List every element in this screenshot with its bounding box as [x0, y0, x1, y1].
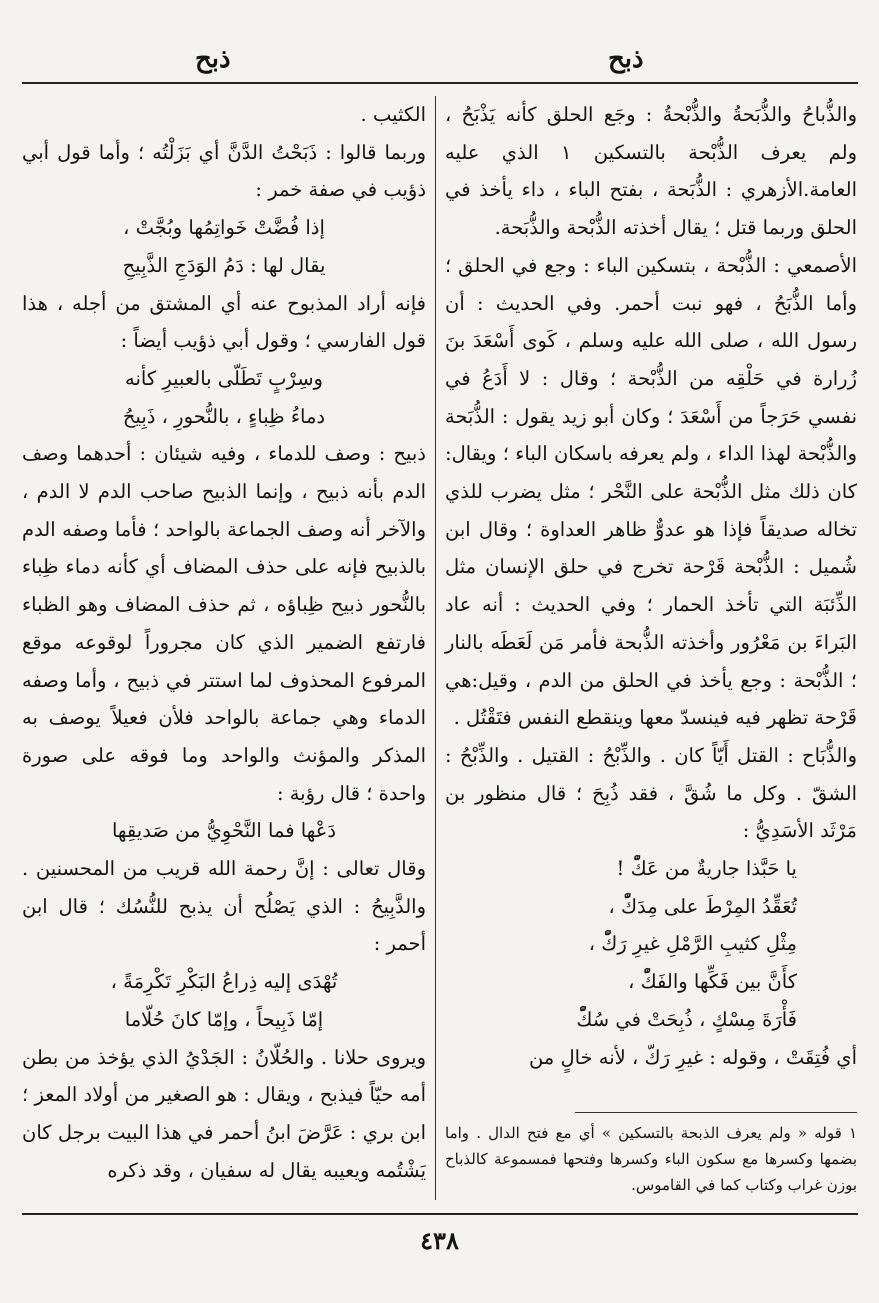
- page-number: ٤٣٨: [420, 1226, 459, 1255]
- footnote-rule: [575, 1112, 857, 1113]
- right-paragraph-3: والذُّبَاح : القتل أَيّاً كان . والذِّبْحُ : القتيل . والذِّبْحُ : الشقّ . وكل ما شُقَّ ، فقد ذُبِحَ ؛ قال منظور بن مَرْثَد الأسَدِيُّ :: [445, 743, 857, 843]
- right-paragraph-2: الأصمعي : الذُّبْحة ، بتسكين الباء : وجع في الحلق ؛ وأما الذُّبَحُ ، فهو نبت أحمر. وفي الحديث : أن رسول الله ، صلى الله عليه وسلم ، كَوى أَسْعَدَ بنَ زُرارة في حَلْقِه من الذُّبْحة ؛ وقال : لا أَدَعُ في نفسي حَرَجاً من أَسْعَدَ ؛ وكان أبو زيد يقول : الذُّبَحة والذُّبْحة لهذا الداء ، ولم يعرفه باسكان الباء ؛ ويقال: كان ذلك مثل الذُّبْحة على النَّحْر ؛ مثل يضرب للذي تخاله صديقاً فإذا هو عدوٌّ ظاهر العداوة ؛ وقال ابن شُميل : الذُّبْحة قَرْحة تخرج في حلق الإنسان مثل الذِّئبَة التي تأخذ الحمار ؛ وفي الحديث : أنه عاد البَراءَ بن مَعْرُور وأخذته الذُّبحة فأمر مَن لَعَطَه بالنار ؛ الذُّبْحة : وجع يأخذ في الحلق من الدم ، وقيل:هي قَرْحة تظهر فيه فينسدّ معها وينقطع النفس فتَقْتُل .: [445, 253, 857, 730]
- right-verse-block: [445, 850, 857, 1039]
- right-paragraph-4: أي فُتِقَتْ ، وقوله : غيرِ رَكّ ، لأنه خالٍ من: [528, 1045, 857, 1069]
- verse-line: إمّا ذَبِيحاً ، وإمّا كانَ حُلّاما: [124, 1007, 324, 1031]
- verse-line: كأَنَّ بين فَكِّها والفَكّْ ،: [628, 970, 797, 994]
- verse-line: يا حَبَّذا جاريةٌ من عَكّْ !: [616, 857, 797, 881]
- verse-line: يقال لها : دَمُ الوَدَجِ الذَّبِيحِ: [122, 253, 326, 277]
- column-divider: [435, 96, 436, 1200]
- verse-line: دماءُ ظِباءٍ ، بالنُّحورِ ، ذَبِيحُ: [122, 404, 326, 428]
- left-paragraph-3: ذبيح : وصف للدماء ، وفيه شيئان : أحدهما وصف الدم بأنه ذبيح ، وإنما الذبيح صاحب الدم لا الدم ، والآخر أنه وصف الجماعة بالواحد ؛ فأما وصفه الدم بالذبيح فإنه على حذف المضاف أي كأنه دماء ظِباء بالنُّحور ذبيح ظِباؤه ، ثم حذف المضاف وهو الظباء فارتفع الضمير الذي كان مجروراً لوقوعه موقع المرفوع المحذوف لما استتر في ذبيح ، وأما وصفه الدماء وهي جماعة بالواحد فلأن فعيلاً يوصف به المذكر والمؤنث والواحد وما فوقه على صورة واحدة ؛ قال رؤبة :: [22, 442, 426, 805]
- footer-rule: [22, 1213, 858, 1215]
- left-paragraph-5: ويروى حلانا . والحُلّانُ : الجَدْيُ الذي يؤخذ من بطن أمه حيّاً فيذبح ، ويقال : هو الصغير من أولاد المعز ؛ ابن بري : عَرَّضَ ابنُ أحمر في هذا البيت برجل كان يَشْتُمه ويعيبه يقال له سفيان ، وقد ذكره: [22, 1045, 426, 1182]
- right-paragraph-1: والذُّباحُ والذُّبَحةُ والذُّبْحةُ : وجَع الحلق كأنه يَذْبَحُ ، ولم يعرف الذُّبْحة بالتسكين ١ الذي عليه العامة.الأزهري : الذُّبَحة ، بفتح الباء ، داء يأخذ في الحلق وربما قتل ؛ يقال أخذته الذُّبْحة والذُّبَحة.: [445, 103, 858, 240]
- left-paragraph-1: وربما قالوا : ذَبَحْتُ الدَّنَّ أي بَزَلْتُه ؛ وأما قول أبي ذؤيب في صفة خمر :: [22, 140, 426, 202]
- verse-line: فَأْرَةَ مِسْكٍ ، ذُبِحَتْ في سُكّْ: [576, 1007, 797, 1031]
- footnote: ١ قوله « ولم يعرف الذبحة بالتسكين » أي مع فتح الدال . واما بضمها وكسرها مع سكون الباء وكسرها وفتحها فمسموعة كالذباح بوزن غراب وكتاب كما في القاموس.: [445, 1124, 857, 1194]
- verse-line: وسِرْبٍ تَطَلّى بالعبيرِ كأنه: [125, 366, 323, 390]
- left-line-1: الكثيب .: [360, 103, 426, 126]
- verse-line: دَعْها فما النَّحْوِيُّ من صَديقِها: [111, 819, 337, 843]
- running-head-right: ذبح: [608, 44, 644, 74]
- header-rule: [22, 82, 858, 84]
- left-paragraph-4: وقال تعالى : إنَّ رحمة الله قريب من المحسنين . والذَّبِيحُ : الذي يَصْلُح أن يذبح للنُّسُك ؛ قال ابن أحمر :: [22, 857, 426, 956]
- verse-line: إذا فُضَّتْ خَواتِمُها وبُجَّتْ ،: [123, 216, 325, 240]
- verse-line: مِثْلِ كثيبِ الرَّمْلِ غيرِ رَكّْ ،: [588, 932, 797, 956]
- right-column: [445, 96, 857, 1076]
- running-head-left: ذبح: [195, 44, 231, 74]
- verse-line: تُعَقِّدُ المِرْطَ على مِدَكّْ ،: [608, 894, 797, 918]
- left-column: [22, 96, 426, 1189]
- verse-line: تُهْدَى إليه ذِراعُ البَكْرِ تَكْرِمَةً ،: [110, 970, 338, 994]
- left-paragraph-2: فإنه أراد المذبوح عنه أي المشتق من أجله ، هذا قول الفارسي ؛ وقول أبي ذؤيب أيضاً :: [22, 291, 426, 353]
